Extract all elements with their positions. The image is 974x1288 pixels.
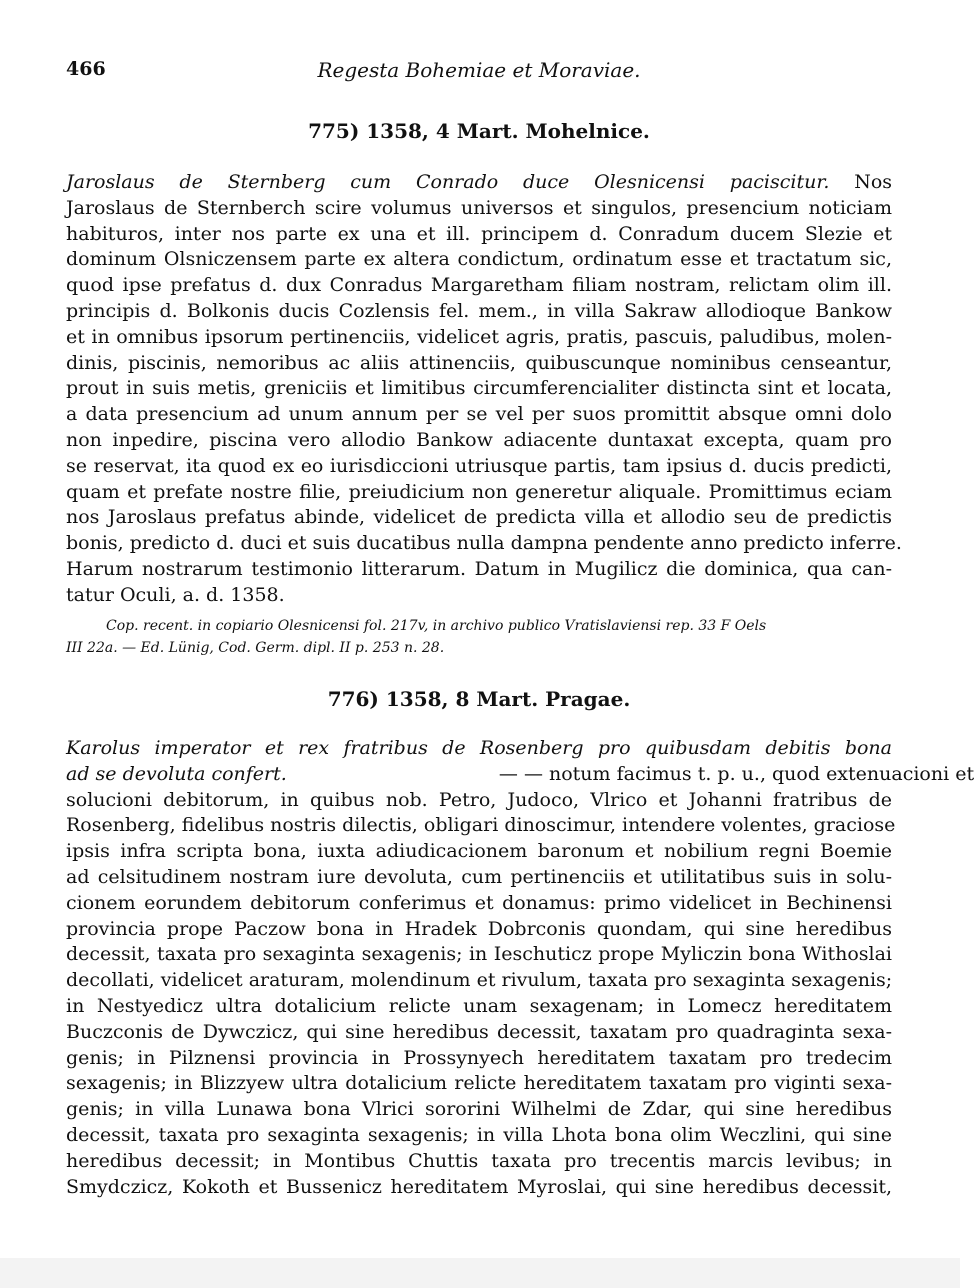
text-line: decollati, videlicet araturam, molendinum et rivulum, taxata pro sexaginta sexagenis;: [66, 969, 893, 992]
entry-summary: Jaroslaus de Sternberg cum Conrado duce Olesnicensi paciscitur.: [66, 171, 830, 193]
regest-entry-776: [66, 686, 974, 1200]
text-line: se reservat, ita quod ex eo iurisdiccioni utriusque partis, tam ipsius d. ducis predicti,: [66, 454, 892, 477]
text-line: sexagenis; in Blizzyew ultra dotalicium relicte hereditatem taxatam pro viginti sexa-: [66, 1072, 892, 1095]
entry-summary: ad se devoluta confert.: [66, 762, 287, 785]
text-line: et in omnibus ipsorum pertinenciis, videlicet agris, pratis, pascuis, paludibus, molen-: [66, 325, 892, 348]
text-line: dinis, piscinis, nemoribus ac aliis attinenciis, quibuscunque nominibus censeantur,: [66, 351, 892, 374]
text-line: Smydczicz, Kokoth et Bussenicz hereditatem Myroslai, qui sine heredibus decessit,: [66, 1175, 892, 1198]
text-line: genis; in Pilznensi provincia in Prossynyech hereditatem taxatam pro tredecim: [66, 1046, 892, 1069]
text-line: dominum Olsniczensem parte ex altera condictum, ordinatum esse et tractatum sic,: [66, 248, 892, 271]
text-line: a data presencium ad unum annum per se vel per suos promittit absque omni dolo: [66, 403, 892, 426]
entry-body: [66, 788, 896, 1201]
text-fragment: — — notum facimus t. p. u., quod extenuacioni et: [498, 762, 974, 785]
text-line: quod ipse prefatus d. dux Conradus Margaretham filiam nostram, relictam olim ill.: [66, 274, 892, 297]
note-line: Cop. recent. in copiario Olesnicensi fol. 217v, in archivo publico Vratislaviensi rep. 33 F Oels: [106, 617, 767, 634]
entry-heading: 775) 1358, 4 Mart. Mohelnice.: [308, 119, 650, 143]
text-line: non inpedire, piscina vero allodio Bankow adiacente duntaxat excepta, quam pro: [66, 428, 892, 451]
summary-line: [66, 762, 974, 788]
text-line: tatur Oculi, a. d. 1358.: [66, 583, 285, 606]
text-line: quam et prefate nostre filie, preiudicium non generetur aliquale. Promittimus eciam: [66, 480, 892, 503]
text-line: principis d. Bolkonis ducis Cozlensis fel. mem., in villa Sakraw allodioque Bankow: [66, 299, 892, 322]
entry-body: [66, 196, 902, 609]
note-line: III 22a. — Ed. Lünig, Cod. Germ. dipl. II p. 253 n. 28.: [66, 639, 445, 656]
entry-heading: 776) 1358, 8 Mart. Pragae.: [327, 687, 631, 711]
text-fragment: Nos: [854, 171, 893, 193]
text-line: nos Jaroslaus prefatus abinde, videlicet de predicta villa et allodio seu de predictis: [66, 506, 892, 529]
text-line: Harum nostrarum testimonio litterarum. Datum in Mugilicz die dominica, qua can-: [66, 557, 892, 580]
text-line: ad celsitudinem nostram iure devoluta, cum pertinenciis et utilitatibus suis in solu-: [66, 865, 892, 888]
text-line: Buczconis de Dywczicz, qui sine heredibus decessit, taxatam pro quadraginta sexa-: [66, 1020, 892, 1043]
text-line: ipsis infra scripta bona, iuxta adiudicacionem baronum et nobilium regni Boemie: [66, 840, 892, 863]
text-line: Jaroslaus de Sternberch scire volumus universos et singulos, presencium noticiam: [66, 196, 892, 219]
text-line: provincia prope Paczow bona in Hradek Dobrconis quondam, qui sine heredibus: [66, 917, 892, 940]
running-title: Regesta Bohemiae et Moraviae.: [317, 58, 641, 82]
text-line: in Nestyedicz ultra dotalicium relicte unam sexagenam; in Lomecz hereditatem: [66, 994, 892, 1017]
text-line: prout in suis metis, greniciis et limitibus circumferencialiter distincta sint et locata,: [66, 377, 892, 400]
regest-entry-775: [66, 118, 902, 659]
page-number: 466: [66, 58, 106, 80]
text-line: heredibus decessit; in Montibus Chuttis taxata pro trecentis marcis levibus; in: [66, 1149, 892, 1172]
text-line: genis; in villa Lunawa bona Vlrici sororini Wilhelmi de Zdar, qui sine heredibus: [66, 1098, 892, 1121]
source-note: [66, 615, 892, 659]
text-line: bonis, predicto d. duci et suis ducatibus nulla dampna pendente anno predicto inferre.: [66, 532, 902, 555]
text-line: decessit, taxata pro sexaginta sexagenis; in villa Lhota bona olim Weczlini, qui sine: [66, 1123, 892, 1146]
text-line: habituros, inter nos parte ex una et ill. principem d. Conradum ducem Slezie et: [66, 222, 892, 245]
text-line: cionem eorundem debitorum conferimus et donamus: primo videlicet in Bechinensi: [66, 891, 892, 914]
scan-bottom-margin: [0, 1258, 960, 1288]
text-line: decessit, taxata pro sexaginta sexagenis; in Ieschuticz prope Myliczin bona Withoslai: [66, 943, 892, 966]
summary-line: [66, 170, 892, 196]
text-line: Rosenberg, fidelibus nostris dilectis, obligari dinoscimur, intendere volentes, graciose: [66, 814, 896, 837]
text-line: solucioni debitorum, in quibus nob. Petro, Judoco, Vlrico et Johanni fratribus de: [66, 788, 892, 811]
entry-summary: Karolus imperator et rex fratribus de Rosenberg pro quibusdam debitis bona: [66, 737, 892, 759]
page-header: [66, 58, 892, 88]
